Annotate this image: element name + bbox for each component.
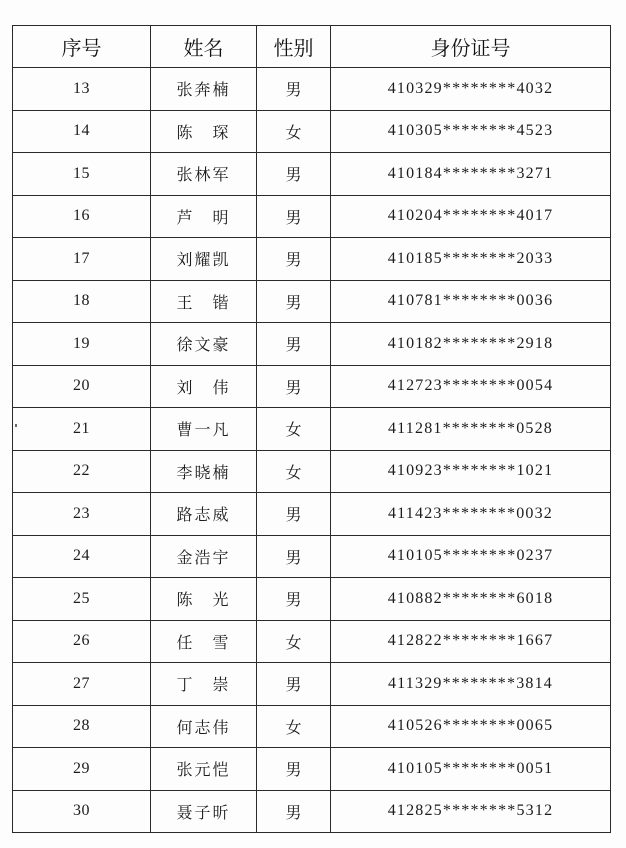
seq-cell: 25	[13, 578, 151, 621]
table-row	[13, 68, 611, 111]
gender-cell: 女	[257, 408, 331, 451]
scan-mark	[15, 424, 17, 427]
id-number-cell: 412825********5312	[331, 790, 611, 833]
gender-cell: 男	[257, 493, 331, 536]
id-number-cell: 410182********2918	[331, 323, 611, 366]
gender-cell: 女	[257, 705, 331, 748]
seq-cell: 27	[13, 663, 151, 706]
id-number-cell: 410105********0051	[331, 748, 611, 791]
gender-cell: 女	[257, 110, 331, 153]
header-gender: 性别	[257, 26, 331, 68]
gender-cell: 男	[257, 280, 331, 323]
gender-cell: 男	[257, 578, 331, 621]
name-cell: 丁 崇	[151, 663, 257, 706]
table-row	[13, 578, 611, 621]
name-cell: 何志伟	[151, 705, 257, 748]
id-number-cell: 411329********3814	[331, 663, 611, 706]
id-number-cell: 412822********1667	[331, 620, 611, 663]
seq-cell: 16	[13, 195, 151, 238]
gender-cell: 男	[257, 748, 331, 791]
table-header	[13, 26, 611, 68]
gender-cell: 男	[257, 238, 331, 281]
id-number-cell: 410204********4017	[331, 195, 611, 238]
table-row	[13, 748, 611, 791]
gender-cell: 男	[257, 153, 331, 196]
name-cell: 陈 光	[151, 578, 257, 621]
table-row	[13, 323, 611, 366]
table-row	[13, 493, 611, 536]
name-cell: 聂子昕	[151, 790, 257, 833]
table-row	[13, 280, 611, 323]
gender-cell: 男	[257, 68, 331, 111]
id-number-cell: 410184********3271	[331, 153, 611, 196]
id-number-cell: 410329********4032	[331, 68, 611, 111]
header-name: 姓名	[151, 26, 257, 68]
seq-cell: 23	[13, 493, 151, 536]
seq-cell: 21	[13, 408, 151, 451]
name-cell: 任 雪	[151, 620, 257, 663]
name-cell: 芦 明	[151, 195, 257, 238]
id-number-cell: 410781********0036	[331, 280, 611, 323]
table-body	[13, 68, 611, 833]
table-row	[13, 535, 611, 578]
id-number-cell: 410305********4523	[331, 110, 611, 153]
gender-cell: 女	[257, 620, 331, 663]
seq-cell: 13	[13, 68, 151, 111]
seq-cell: 15	[13, 153, 151, 196]
roster-table	[12, 25, 611, 833]
seq-cell: 26	[13, 620, 151, 663]
name-cell: 陈 琛	[151, 110, 257, 153]
name-cell: 刘耀凯	[151, 238, 257, 281]
table-row	[13, 408, 611, 451]
seq-cell: 18	[13, 280, 151, 323]
name-cell: 张元恺	[151, 748, 257, 791]
seq-cell: 22	[13, 450, 151, 493]
id-number-cell: 410526********0065	[331, 705, 611, 748]
name-cell: 曹一凡	[151, 408, 257, 451]
name-cell: 张奔楠	[151, 68, 257, 111]
name-cell: 徐文豪	[151, 323, 257, 366]
seq-cell: 17	[13, 238, 151, 281]
name-cell: 李晓楠	[151, 450, 257, 493]
id-number-cell: 411423********0032	[331, 493, 611, 536]
seq-cell: 30	[13, 790, 151, 833]
seq-cell: 28	[13, 705, 151, 748]
name-cell: 王 锴	[151, 280, 257, 323]
name-cell: 金浩宇	[151, 535, 257, 578]
name-cell: 刘 伟	[151, 365, 257, 408]
seq-cell: 24	[13, 535, 151, 578]
gender-cell: 男	[257, 790, 331, 833]
table-row	[13, 365, 611, 408]
table-row	[13, 195, 611, 238]
gender-cell: 男	[257, 663, 331, 706]
table-row	[13, 110, 611, 153]
header-row	[13, 26, 611, 68]
header-seq: 序号	[13, 26, 151, 68]
gender-cell: 男	[257, 323, 331, 366]
id-number-cell: 412723********0054	[331, 365, 611, 408]
id-number-cell: 410882********6018	[331, 578, 611, 621]
gender-cell: 男	[257, 195, 331, 238]
id-number-cell: 410105********0237	[331, 535, 611, 578]
table-row	[13, 153, 611, 196]
gender-cell: 男	[257, 365, 331, 408]
seq-cell: 14	[13, 110, 151, 153]
seq-cell: 29	[13, 748, 151, 791]
gender-cell: 女	[257, 450, 331, 493]
gender-cell: 男	[257, 535, 331, 578]
table-row	[13, 238, 611, 281]
name-cell: 张林军	[151, 153, 257, 196]
name-cell: 路志威	[151, 493, 257, 536]
table-row	[13, 705, 611, 748]
id-number-cell: 410185********2033	[331, 238, 611, 281]
table-row	[13, 790, 611, 833]
id-number-cell: 411281********0528	[331, 408, 611, 451]
seq-cell: 19	[13, 323, 151, 366]
table-row	[13, 450, 611, 493]
id-number-cell: 410923********1021	[331, 450, 611, 493]
header-id-number: 身份证号	[331, 26, 611, 68]
table-row	[13, 620, 611, 663]
table-row	[13, 663, 611, 706]
seq-cell: 20	[13, 365, 151, 408]
